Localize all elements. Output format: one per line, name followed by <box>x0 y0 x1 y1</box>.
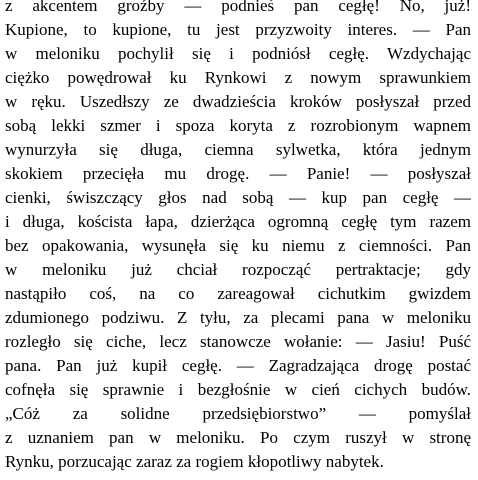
text-line-4: ciężko powędrował ku Rynkowi z nowym sprawunkiem <box>5 68 471 87</box>
text-line-11: bez opakowania, wysunęła się ku niemu z ciemności. Pan <box>5 236 471 255</box>
text-line-7: wynurzyła się długa, ciemna sylwetka, która jednym <box>5 140 471 159</box>
text-line-10: i długa, koścista łapa, dzierżąca ogromną cegłę tym razem <box>5 212 471 231</box>
text-line-3: w meloniku pochylił się i podniósł cegłę. Wzdychając <box>5 44 471 63</box>
text-line-20: Rynku, porzucając zaraz za rogiem kłopotliwy nabytek. <box>5 452 384 471</box>
text-line-18: „Cóż za solidne przedsiębiorstwo” — pomyślał <box>5 404 471 423</box>
text-line-2: Kupione, to kupione, tu jest przyzwoity interes. — Pan <box>5 20 471 39</box>
text-line-13: nastąpiło coś, na co zareagował cichutkim gwizdem <box>5 284 471 303</box>
text-line-17: cofnęła się sprawnie i bezgłośnie w cień cichych budów. <box>5 380 471 399</box>
text-line-15: rozległo się ciche, lecz stanowcze wołanie: — Jasiu! Puść <box>5 332 471 351</box>
text-line-19: z uznaniem pan w meloniku. Po czym ruszył w stronę <box>5 428 471 447</box>
text-line-6: sobą lekki szmer i spoza koryta z rozrobionym wapnem <box>5 116 471 135</box>
text-line-14: zdumionego podziwu. Z tyłu, za plecami pana w meloniku <box>5 308 471 327</box>
text-line-8: skokiem przecięła mu drogę. — Panie! — posłyszał <box>5 164 471 183</box>
text-line-16: pana. Pan już kupił cegłę. — Zagradzająca drogę postać <box>5 356 471 375</box>
text-line-12: w meloniku już chciał rozpocząć pertraktacje; gdy <box>5 260 471 279</box>
text-line-1: z akcentem groźby — podnieś pan cegłę! No, już! <box>5 0 471 15</box>
text-line-5: w ręku. Uszedłszy ze dwadzieścia kroków posłyszał przed <box>5 92 471 111</box>
text-line-9: cienki, świszczący głos nad sobą — kup pan cegłę — <box>5 188 471 207</box>
